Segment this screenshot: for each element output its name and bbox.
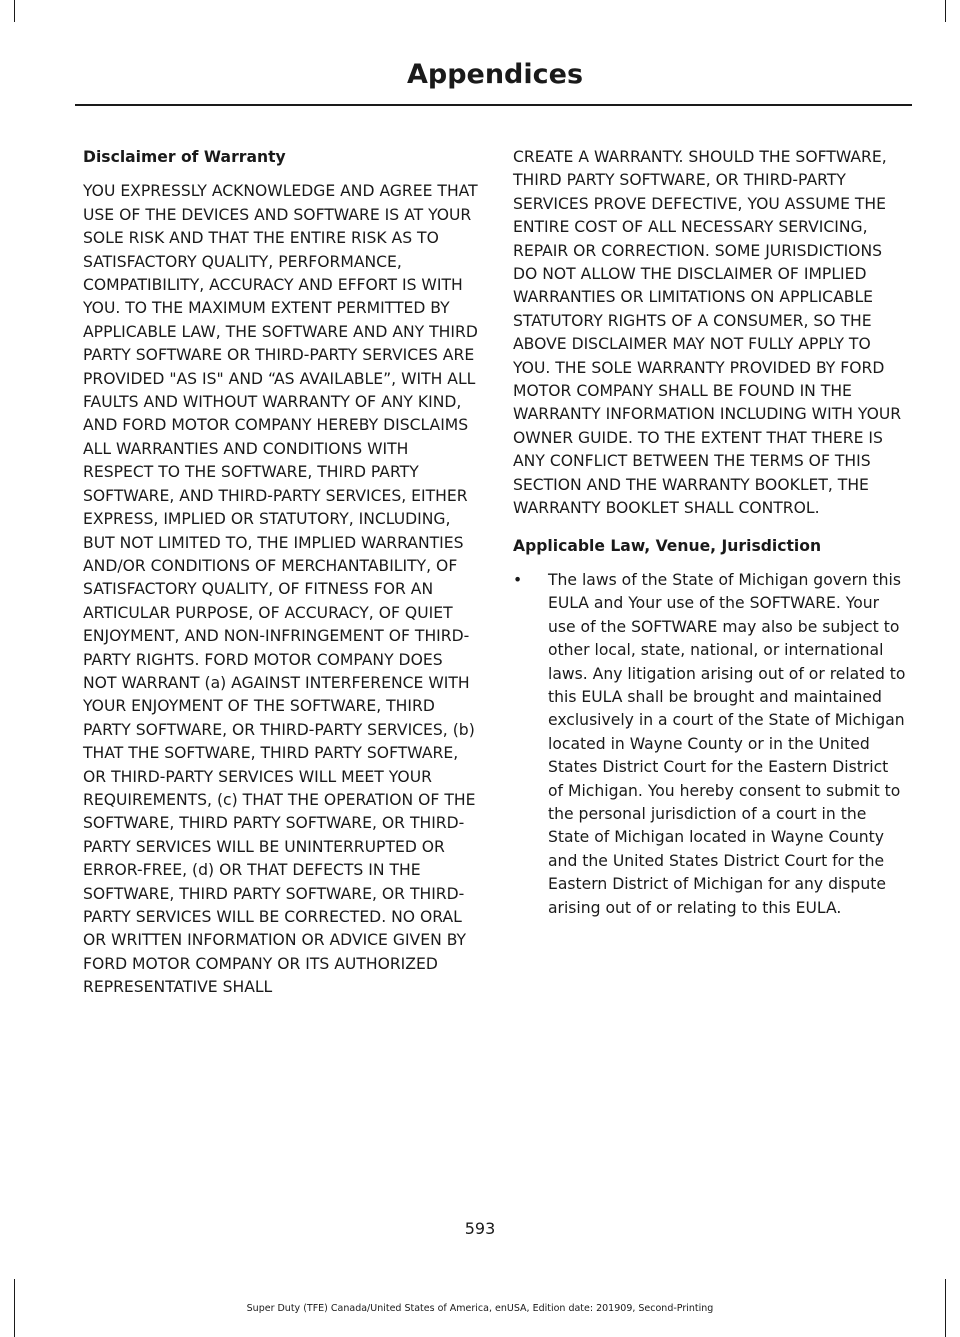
page-number: 593	[464, 1219, 496, 1238]
page-section-title: Appendices	[406, 59, 584, 90]
right-column	[513, 146, 908, 920]
bullet-icon: •	[513, 570, 523, 589]
crop-mark-bottom-right	[945, 1279, 946, 1337]
crop-mark-top-right	[945, 0, 946, 22]
header-divider	[75, 104, 912, 106]
disclaimer-heading: Disclaimer of Warranty	[83, 148, 286, 166]
bullet-text: The laws of the State of Michigan govern this EULA and Your use of the SOFTWARE. Your use of the SOFTWARE may also be subject to other local, state, national, or international laws. Any litigation arising out of or related to this EULA shall be brought and maintained exclusively in a court of the State of Michigan located in Wayne County or in the United States District Court for the Eastern District of Michigan. You hereby consent to submit to the personal jurisdiction of a court in the State of Michigan located in Wayne County and the United States District Court for the Eastern District of Michigan for any dispute arising out of or relating to this EULA.	[548, 570, 906, 917]
applicable-law-heading: Applicable Law, Venue, Jurisdiction	[513, 536, 822, 555]
crop-mark-bottom-left	[14, 1279, 15, 1337]
disclaimer-paragraph: YOU EXPRESSLY ACKNOWLEDGE AND AGREE THAT USE OF THE DEVICES AND SOFTWARE IS AT YOUR SOLE RISK AND THAT THE ENTIRE RISK AS TO SATISFACTORY QUALITY, PERFORMANCE, COMPATIBILITY, ACCURACY AND EFFORT IS WITH YOU. TO THE MAXIMUM EXTENT PERMITTED BY APPLICABLE LAW, THE SOFTWARE AND ANY THIRD PARTY SOFTWARE OR THIRD-PARTY SERVICES ARE PROVIDED "AS IS" AND “AS AVAILABLE”, WITH ALL FAULTS AND WITHOUT WARRANTY OF ANY KIND, AND FORD MOTOR COMPANY HEREBY DISCLAIMS ALL WARRANTIES AND CONDITIONS WITH RESPECT TO THE SOFTWARE, THIRD PARTY SOFTWARE, AND THIRD-PARTY SERVICES, EITHER EXPRESS, IMPLIED OR STATUTORY, INCLUDING, BUT NOT LIMITED TO, THE IMPLIED WARRANTIES AND/OR CONDITIONS OF MERCHANTABILITY, OF SATISFACTORY QUALITY, OF FITNESS FOR AN ARTICULAR PURPOSE, OF ACCURACY, OF QUIET ENJOYMENT, AND NON-INFRINGEMENT OF THIRD-PARTY RIGHTS. FORD MOTOR COMPANY DOES NOT WARRANT (a) AGAINST INTERFERENCE WITH YOUR ENJOYMENT OF THE SOFTWARE, THIRD PARTY SOFTWARE, OR THIRD-PARTY SERVICES, (b) THAT THE SOFTWARE, THIRD PARTY SOFTWARE, OR THIRD-PARTY SERVICES WILL MEET YOUR REQUIREMENTS, (c) THAT THE OPERATION OF THE SOFTWARE, THIRD PARTY SOFTWARE, OR THIRD-PARTY SERVICES WILL BE UNINTERRUPTED OR ERROR-FREE, (d) OR THAT DEFECTS IN THE SOFTWARE, THIRD PARTY SOFTWARE, OR THIRD-PARTY SERVICES WILL BE CORRECTED. NO ORAL OR WRITTEN INFORMATION OR ADVICE GIVEN BY FORD MOTOR COMPANY OR ITS AUTHORIZED REPRESENTATIVE SHALL	[83, 182, 478, 997]
left-column	[83, 146, 478, 1014]
list-item	[513, 569, 908, 920]
edition-footer: Super Duty (TFE) Canada/United States of America, enUSA, Edition date: 201909, Second-Printing	[246, 1303, 714, 1314]
disclaimer-continued-paragraph: CREATE A WARRANTY. SHOULD THE SOFTWARE, THIRD PARTY SOFTWARE, OR THIRD-PARTY SERVICES PROVE DEFECTIVE, YOU ASSUME THE ENTIRE COST OF ALL NECESSARY SERVICING, REPAIR OR CORRECTION. SOME JURISDICTIONS DO NOT ALLOW THE DISCLAIMER OF IMPLIED WARRANTIES OR LIMITATIONS ON APPLICABLE STATUTORY RIGHTS OF A CONSUMER, SO THE ABOVE DISCLAIMER MAY NOT FULLY APPLY TO YOU. THE SOLE WARRANTY PROVIDED BY FORD MOTOR COMPANY SHALL BE FOUND IN THE WARRANTY INFORMATION INCLUDING WITH YOUR OWNER GUIDE. TO THE EXTENT THAT THERE IS ANY CONFLICT BETWEEN THE TERMS OF THIS SECTION AND THE WARRANTY BOOKLET, THE WARRANTY BOOKLET SHALL CONTROL.	[513, 148, 902, 518]
crop-mark-top-left	[14, 0, 15, 22]
